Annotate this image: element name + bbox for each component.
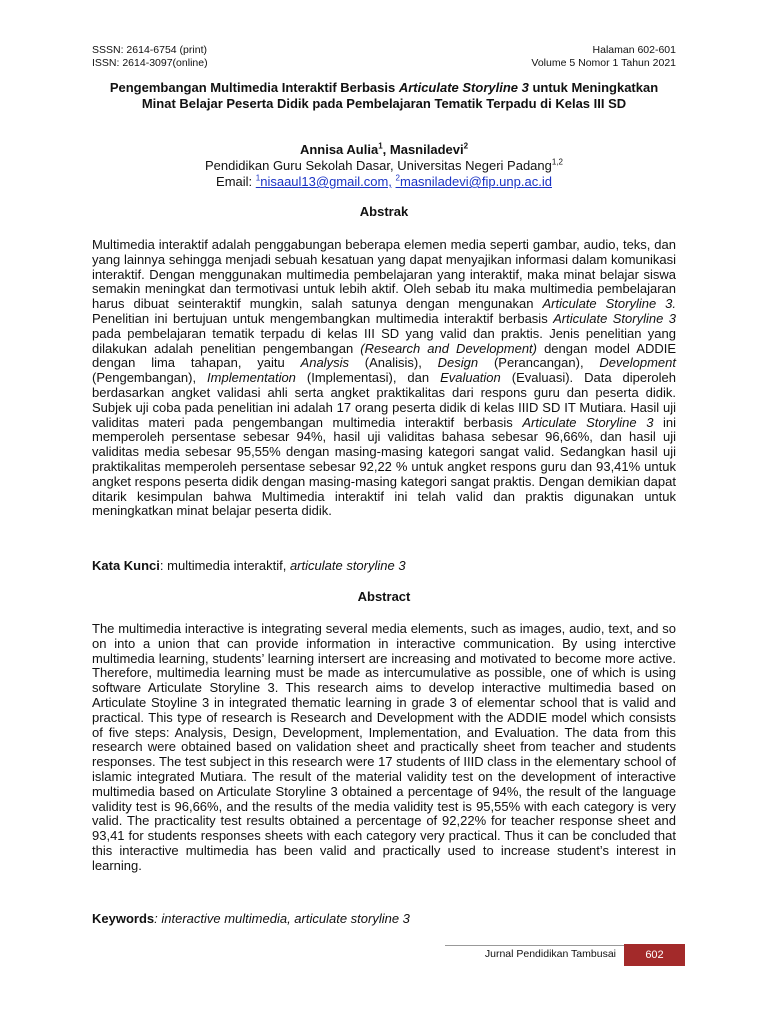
keywords-italic: : interactive multimedia, articulate storyline 3	[154, 911, 410, 926]
affiliation-text: Pendidikan Guru Sekolah Dasar, Universitas Negeri Padang	[205, 158, 552, 173]
affiliation	[92, 158, 676, 174]
abstrak-seg: dengan model ADDIE dengan lima tahapan, yaitu	[92, 340, 677, 371]
kata-kunci-italic: articulate storyline 3	[289, 558, 406, 573]
abstract-heading: Abstract	[357, 589, 411, 604]
kata-kunci-label: Kata Kunci	[92, 558, 160, 573]
author-1-sup: 1	[378, 141, 383, 151]
abstrak-seg-italic: Evaluation	[440, 370, 501, 386]
email-1-sup: 1	[255, 173, 261, 183]
abstrak-seg: (Pengembangan),	[92, 370, 208, 386]
affiliation-sup: 1,2	[551, 157, 563, 167]
volume-info: Volume 5 Nomor 1 Tahun 2021	[531, 56, 676, 69]
abstrak-seg: pada pembelajaran tematik terpadu di kelas III SD yang valid dan praktis. Jenis penelitian yang dilakukan adalah penelitian pengembangan	[92, 325, 676, 356]
kata-kunci-plain: : multimedia interaktif,	[159, 558, 290, 573]
author-names	[92, 142, 676, 158]
abstrak-seg: (Perancangan),	[478, 355, 600, 371]
abstrak-seg: (Implementasi), dan	[295, 370, 441, 386]
kata-kunci	[92, 558, 676, 574]
email-2-sup: 2	[395, 173, 400, 183]
author-separator: ,	[382, 142, 390, 157]
author-block	[92, 142, 676, 190]
issn-print: SSSN: 2614-6754 (print)	[92, 44, 207, 56]
abstrak-seg-italic: Design	[437, 355, 479, 371]
email-line	[92, 174, 676, 190]
abstrak-seg-italic: Development	[599, 355, 676, 371]
abstrak-paragraph	[92, 238, 676, 519]
abstrak-seg: (Evaluasi). Data diperoleh berdasarkan angket validasi ahli serta angket praktikalitas dari respons guru dan peserta didik. Subjek uji coba pada penelitian ini adalah 17 orang peserta didik di kelas IIID SD IT Mutiara. Hasil uji validitas materi pada pengembangan multimedia interaktif berbasis	[92, 370, 676, 430]
author-2: Masniladevi	[389, 142, 464, 157]
footer-journal-name: Jurnal Pendidikan Tambusai	[484, 948, 616, 960]
email-2: masniladevi@fip.unp.ac.id	[400, 174, 552, 189]
paper-title	[92, 80, 676, 112]
title-part-2: Articulate Storyline 3	[398, 80, 529, 95]
email-link-2[interactable]	[396, 174, 552, 189]
keywords-label: Keywords	[92, 911, 155, 926]
title-part-1: Pengembangan Multimedia Interaktif Berbasis	[109, 80, 399, 95]
email-label: Email:	[216, 174, 256, 189]
keywords	[92, 911, 676, 927]
title-part-3: untuk Meningkatkan Minat Belajar Peserta Didik pada Pembelajaran Tematik Terpadu di Kelas III SD	[141, 80, 659, 111]
abstrak-seg-italic: Implementation	[207, 370, 296, 386]
abstrak-seg-italic: Articulate Storyline 3	[522, 414, 654, 430]
email-link-1[interactable]	[256, 174, 392, 189]
abstrak-seg: ini memperoleh persentase sebesar 94%, hasil uji validitas bahasa sebesar 96,66%, dan hasil uji validitas media sebesar 95,55% dengan masing-masing kategori sangat valid. Sedangkan hasil uji praktikalitas memperoleh persentase sebesar 92,22 % untuk angket respons guru dan 93,41% untuk angket respons peserta didik dengan masing-masing kategori sangat praktis. Dengan demikian dapat ditarik kesimpulan bahwa Multimedia interaktif ini telah valid dan praktis digunakan untuk meningkatkan minat belajar peserta didik.	[92, 414, 676, 519]
abstrak-seg: (Analisis),	[348, 355, 438, 371]
author-1: Annisa Aulia	[299, 142, 379, 157]
volume-block	[531, 44, 676, 69]
page-range: Halaman 602-601	[592, 44, 676, 56]
issn-online: ISSN: 2614-3097(online)	[92, 56, 208, 69]
abstrak-seg-italic: Analysis	[300, 355, 349, 371]
abstract-paragraph: The multimedia interactive is integrating several media elements, such as images, audio, text, and so on into a union that can provide information in interactive communication. By using interctive multimedia learning, students’ learning intersert are increasing and motivated to become more active. Therefore, multimedia learning must be made as intercumulative as possible, one of which is using software Articulate Storyline 3. This research aims to develop interactive multimedia based on Articulate Stoyline 3 in integrated thematic learning in grade 3 of elementar school that is valid and practical. This type of research is Research and Development with the ADDIE model which consists of five steps: Analysis, Design, Development, Implementation, and Evaluation. The data from this research were obtained based on validation sheet and practically sheet from teacher and students responses. The test subject in this research were 17 students of IIID class in the elementary school of islamic integrated Mutiara. The result of the material validity test on the development of interactive multimedia based on Articulate Storyline 3 obtained a percentage of 94%, the result of the language validity test is 96,66%, and the results of the media validity test is 95,55% with each category is very valid. The practicality test results obtained a percentage of 92,22% for teacher response sheet and 93,41 for students responses sheets with each category very practical. Thus it can be concluded that this interactive multimedia has been valid and practically used to increase student’s interest in learning.	[92, 621, 676, 873]
abstrak-seg: Penelitian ini bertujuan untuk mengembangkan multimedia interaktif berbasis	[92, 310, 554, 326]
email-1: nisaaul13@gmail.com,	[260, 174, 392, 189]
abstrak-seg: Multimedia interaktif adalah penggabungan beberapa elemen media seperti gambar, audio, teks, dan yang lainnya sehingga menjadi sebuah kesatuan yang dapat menyajikan informasi dalam komunikasi interaktif. Dengan menggunakan multimedia pembelajaran yang interaktif, maka minat belajar siswa semakin meningkat dan termotivasi untuk lebih aktif. Oleh sebab itu maka multimedia pembelajaran harus dibuat seinteraktif mungkin, salah satunya dengan mengunakan	[92, 237, 676, 312]
abstrak-seg-italic: Articulate Storyline 3.	[542, 296, 676, 312]
abstrak-seg-italic: Articulate Storyline 3	[553, 310, 676, 326]
abstrak-seg-italic: (Research and Development)	[360, 340, 537, 356]
author-2-sup: 2	[463, 141, 469, 151]
issn-block	[92, 44, 208, 69]
abstrak-heading: Abstrak	[359, 204, 409, 219]
footer-page-number: 602	[624, 944, 685, 966]
